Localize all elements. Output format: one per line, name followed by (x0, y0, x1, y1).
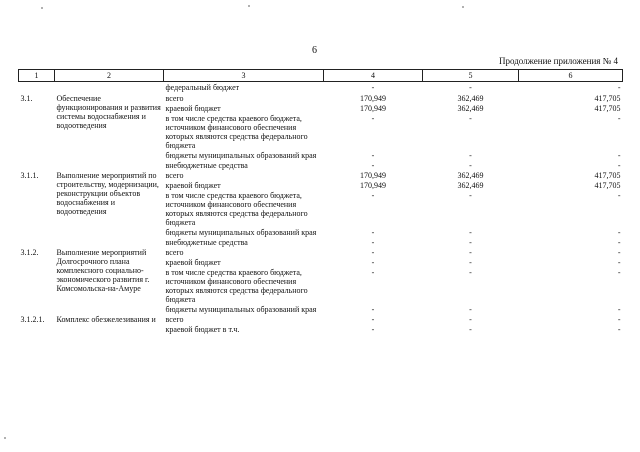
value-col-4: - (371, 258, 375, 267)
funding-source: краевой бюджет в т.ч. (165, 325, 240, 334)
value-col-6: - (617, 83, 621, 92)
value-col-4: - (371, 191, 375, 200)
funding-source: всего (165, 315, 184, 324)
row-code: 3.1. (20, 94, 33, 103)
value-col-6: - (617, 151, 621, 160)
value-col-4: - (371, 268, 375, 277)
funding-source: в том числе средства краевого бюджета, источником финансового обеспечения которых являются средства федерального бюджета (165, 191, 308, 227)
value-col-5: - (469, 151, 472, 160)
value-col-4: - (371, 114, 375, 123)
value-col-6: 417,705 (594, 94, 621, 103)
row-activity-name: Комплекс обезжелезивания и (56, 315, 156, 324)
value-col-5: - (469, 161, 472, 170)
value-col-6: - (617, 268, 621, 277)
value-col-6: - (617, 228, 621, 237)
column-header-2: 2 (55, 70, 164, 82)
page-number: 6 (312, 45, 317, 56)
value-col-4: 170,949 (360, 171, 386, 180)
value-col-4: - (371, 305, 375, 314)
value-col-5: - (469, 315, 472, 324)
row-activity-name (55, 82, 164, 94)
value-col-6: 417,705 (594, 181, 621, 190)
value-col-4: - (371, 315, 375, 324)
value-col-4: - (371, 151, 375, 160)
funding-source: бюджеты муниципальных образований края (165, 151, 317, 160)
row-code: 3.1.2. (20, 248, 39, 257)
column-header-4: 4 (324, 70, 423, 82)
value-col-6: 417,705 (594, 104, 621, 113)
row-activity-name: Выполнение мероприятий Долгосрочного плана комплексного социально-экономического развития г. Комсомольска-на-Амуре (56, 248, 150, 293)
value-col-5: 362,469 (457, 94, 484, 103)
value-col-5: - (469, 268, 472, 277)
appendix-note: Продолжение приложения № 4 (498, 56, 618, 66)
value-col-6: 417,705 (594, 171, 621, 180)
funding-source: в том числе средства краевого бюджета, источником финансового обеспечения которых являются средства федерального бюджета (165, 114, 308, 150)
row-activity-name: Обеспечение функционирования и развития системы водоснабжения и водоотведения (56, 94, 161, 130)
column-number-row (19, 70, 623, 82)
value-col-6: - (617, 161, 621, 170)
funding-source: краевой бюджет (165, 181, 221, 190)
value-col-4: - (371, 248, 375, 257)
scan-artifact (462, 6, 464, 8)
row-activity-name: Выполнение мероприятий по строительству, модернизации, реконструкции объектов водоснабжения и водоотведения (56, 171, 159, 216)
value-col-5: - (469, 83, 472, 92)
value-col-6: - (617, 191, 621, 200)
value-col-6: - (617, 315, 621, 324)
value-col-5: - (469, 228, 472, 237)
value-col-5: - (469, 305, 472, 314)
value-col-5: - (469, 325, 472, 334)
scan-artifact (4, 437, 6, 439)
table-row (19, 314, 623, 324)
value-col-5: - (469, 248, 472, 257)
column-header-6: 6 (519, 70, 623, 82)
value-col-5: - (469, 114, 472, 123)
value-col-4: 170,949 (360, 104, 386, 113)
table-row (19, 82, 623, 94)
table-row (19, 247, 623, 257)
row-code (19, 82, 55, 94)
value-col-6: - (617, 305, 621, 314)
scan-artifact (41, 7, 43, 9)
value-col-4: - (371, 83, 375, 92)
value-col-4: - (371, 238, 375, 247)
value-col-6: - (617, 248, 621, 257)
value-col-4: 170,949 (360, 181, 386, 190)
value-col-4: - (371, 228, 375, 237)
value-col-4: - (371, 325, 375, 334)
funding-source: краевой бюджет (165, 104, 221, 113)
value-col-6: - (617, 114, 621, 123)
funding-source: внебюджетные средства (165, 238, 248, 247)
funding-source: внебюджетные средства (165, 161, 248, 170)
funding-source: в том числе средства краевого бюджета, источником финансового обеспечения которых являются средства федерального бюджета (165, 268, 308, 304)
column-header-3: 3 (164, 70, 324, 82)
scan-artifact (248, 5, 250, 7)
table-row (19, 93, 623, 103)
value-col-4: - (371, 161, 375, 170)
funding-source: федеральный бюджет (165, 83, 240, 92)
value-col-5: - (469, 258, 472, 267)
value-col-5: - (469, 238, 472, 247)
value-col-6: - (617, 325, 621, 334)
funding-source: бюджеты муниципальных образований края (165, 305, 317, 314)
value-col-5: 362,469 (457, 171, 484, 180)
row-code: 3.1.1. (20, 171, 39, 180)
funding-source: краевой бюджет (165, 258, 221, 267)
value-col-5: - (469, 191, 472, 200)
funding-source: всего (165, 248, 184, 257)
table-row (19, 170, 623, 180)
funding-source: бюджеты муниципальных образований края (165, 228, 317, 237)
funding-source: всего (165, 171, 184, 180)
column-header-5: 5 (423, 70, 519, 82)
row-code: 3.1.2.1. (20, 315, 45, 324)
table-body (19, 82, 623, 335)
value-col-4: 170,949 (360, 94, 386, 103)
column-header-1: 1 (19, 70, 55, 82)
funding-table (18, 69, 623, 334)
value-col-6: - (617, 238, 621, 247)
value-col-5: 362,469 (457, 181, 484, 190)
funding-source: всего (165, 94, 184, 103)
value-col-6: - (617, 258, 621, 267)
value-col-5: 362,469 (457, 104, 484, 113)
